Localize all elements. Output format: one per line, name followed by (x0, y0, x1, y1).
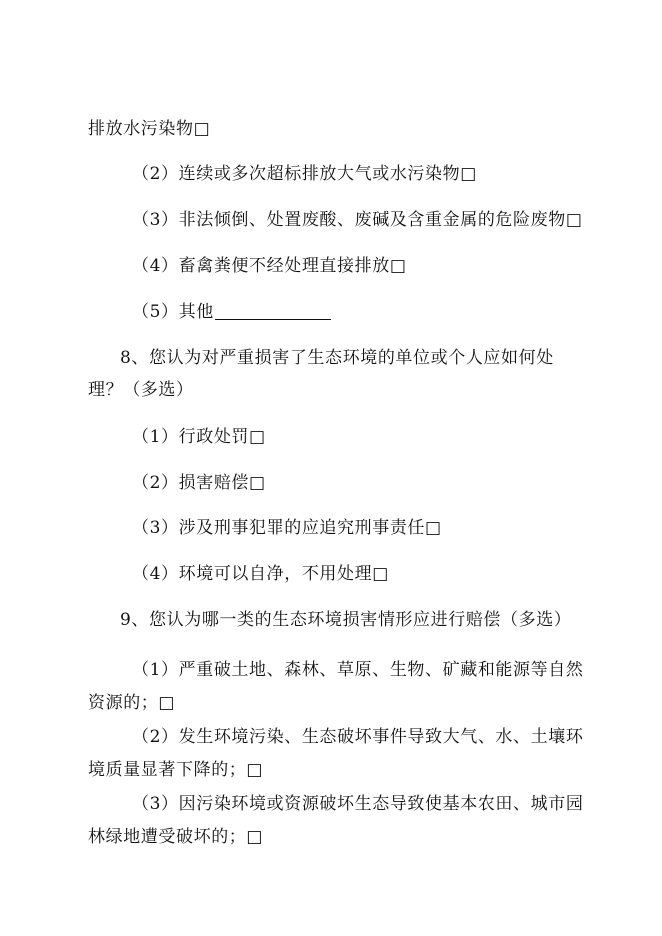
q9-option-1-line-1: （1）严重破土地、森林、草原、生物、矿藏和能源等自然 (132, 660, 584, 680)
option-3: （3）非法倾倒、处置废酸、废碱及含重金属的危险废物□ (132, 210, 583, 230)
option-5 (132, 301, 331, 323)
continued-option-text: 排放水污染物□ (88, 119, 211, 139)
q9-option-2-line-1: （2）发生环境污染、生态破坏事件导致大气、水、土壤环 (132, 727, 584, 747)
option-4: （4）畜禽粪便不经处理直接排放□ (132, 256, 407, 276)
q9-option-2-line-2: 境质量显著下降的；□ (88, 760, 264, 780)
q9-option-3-line-1: （3）因污染环境或资源破坏生态导致使基本农田、城市园 (132, 794, 584, 814)
q8-option-1: （1）行政处罚□ (132, 427, 266, 447)
q8-option-3: （3）涉及刑事犯罪的应追究刑事责任□ (132, 518, 442, 538)
question-8-line-2: 理？（多选） (88, 380, 194, 400)
q8-option-2: （2）损害赔偿□ (132, 473, 266, 493)
fill-in-blank-line (215, 303, 331, 320)
q9-option-3-line-2: 林绿地遭受破坏的；□ (88, 827, 264, 847)
option-2: （2）连续或多次超标排放大气或水污染物□ (132, 164, 477, 184)
question-8-line-1: 8、您认为对严重损害了生态环境的单位或个人应如何处 (120, 348, 554, 368)
q8-option-4: （4）环境可以自净，不用处理□ (132, 564, 389, 584)
option-5-label: （5）其他 (132, 302, 214, 322)
q9-option-1-line-2: 资源的；□ (88, 693, 176, 713)
question-9: 9、您认为哪一类的生态环境损害情形应进行赔偿（多选） (120, 610, 572, 630)
